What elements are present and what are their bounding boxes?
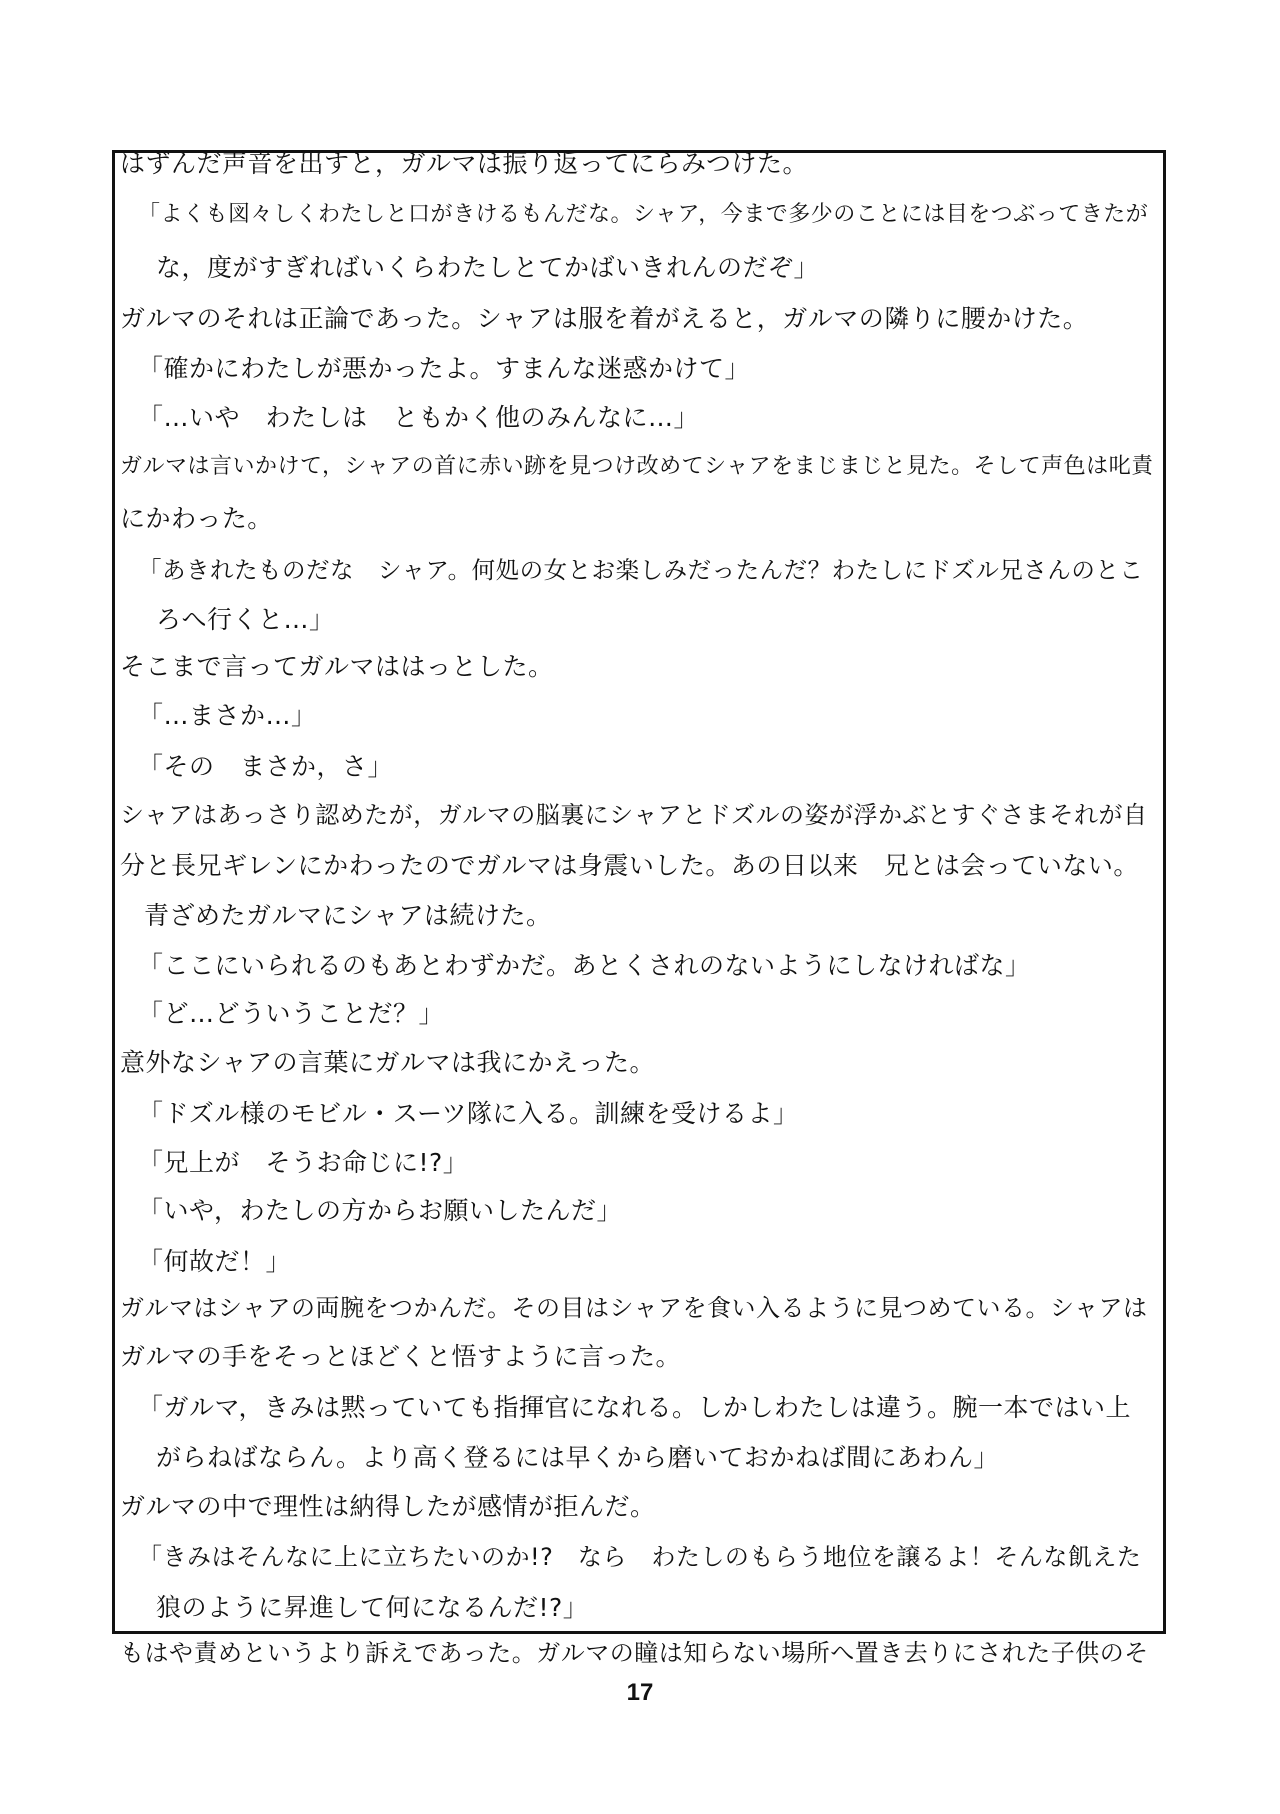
text-line: 「何故だ！」 — [138, 1247, 292, 1276]
text-line: そこまで言ってガルマははっとした。 — [120, 652, 554, 681]
text-line: 「いや，わたしの方からお願いしたんだ」 — [138, 1196, 623, 1225]
text-line: 分と長兄ギレンにかわったのでガルマは身震いした。あの日以来 兄とは会っていない。 — [120, 851, 1139, 880]
text-line: 「ガルマ，きみは黙っていても指揮官になれる。しかしわたしは違う。腕一本ではい上 — [138, 1393, 1132, 1422]
text-line: 意外なシャアの言葉にガルマは我にかえった。 — [120, 1048, 656, 1077]
text-line: 「ドズル様のモビル・スーツ隊に入る。訓練を受けるよ」 — [138, 1099, 799, 1128]
text-line: 「…いや わたしは ともかく他のみんなに…」 — [138, 403, 700, 432]
text-line: 「確かにわたしが悪かったよ。すまんな迷惑かけて」 — [138, 354, 751, 383]
text-line: 「その まさか，さ」 — [138, 752, 394, 781]
text-line: 「よくも図々しくわたしと口がきけるもんだな。シャア，今まで多少のことには目をつぶってきたが — [138, 202, 1149, 227]
text-line: はずんだ声音を出すと，ガルマは振り返ってにらみつけた。 — [120, 149, 809, 178]
text-line: シャアはあっさり認めたが，ガルマの脳裏にシャアとドズルの姿が浮かぶとすぐさまそれが自 — [120, 801, 1148, 829]
text-line: ガルマのそれは正論であった。シャアは服を着がえると，ガルマの隣りに腰かけた。 — [120, 304, 1089, 333]
text-line: 「兄上が そうお命じに!?」 — [138, 1148, 469, 1177]
text-line: 「ここにいられるのもあとわずかだ。あとくされのないようにしなければな」 — [138, 951, 1031, 980]
text-line: 青ざめたガルマにシャアは続けた。 — [144, 901, 552, 930]
text-line: 「ど…どういうことだ？」 — [138, 999, 445, 1028]
text-line: ガルマはシャアの両腕をつかんだ。その目はシャアを食い入るように見つめている。シャアは — [120, 1294, 1148, 1322]
text-line: ガルマの手をそっとほどくと悟すように言った。 — [120, 1342, 682, 1371]
page-number: 17 — [626, 1679, 654, 1706]
text-line: ろへ行くと…」 — [156, 605, 335, 634]
text-line: 「…まさか…」 — [138, 701, 317, 730]
text-line: 「きみはそんなに上に立ちたいのか!? なら わたしのもらう地位を譲るよ！そんな飢えた — [138, 1543, 1142, 1571]
text-line: がらねばならん。より高く登るには早くから磨いておかねば間にあわん」 — [156, 1443, 1000, 1472]
text-line: にかわった。 — [120, 504, 273, 533]
text-line: 「あきれたものだな シャア。何処の女とお楽しみだったんだ？わたしにドズル兄さんのとこ — [138, 556, 1144, 584]
text-line: な，度がすぎればいくらわたしとてかばいきれんのだぞ」 — [156, 253, 820, 282]
text-line: もはや責めというより訴えであった。ガルマの瞳は知らない場所へ置き去りにされた子供のそ — [120, 1639, 1149, 1667]
text-line: ガルマの中で理性は納得したが感情が拒んだ。 — [120, 1492, 656, 1521]
text-line: ガルマは言いかけて，シャアの首に赤い跡を見つけ改めてシャアをまじまじと見た。そして声色は叱責 — [120, 454, 1154, 479]
text-line: 狼のように昇進して何になるんだ!?」 — [156, 1593, 589, 1622]
